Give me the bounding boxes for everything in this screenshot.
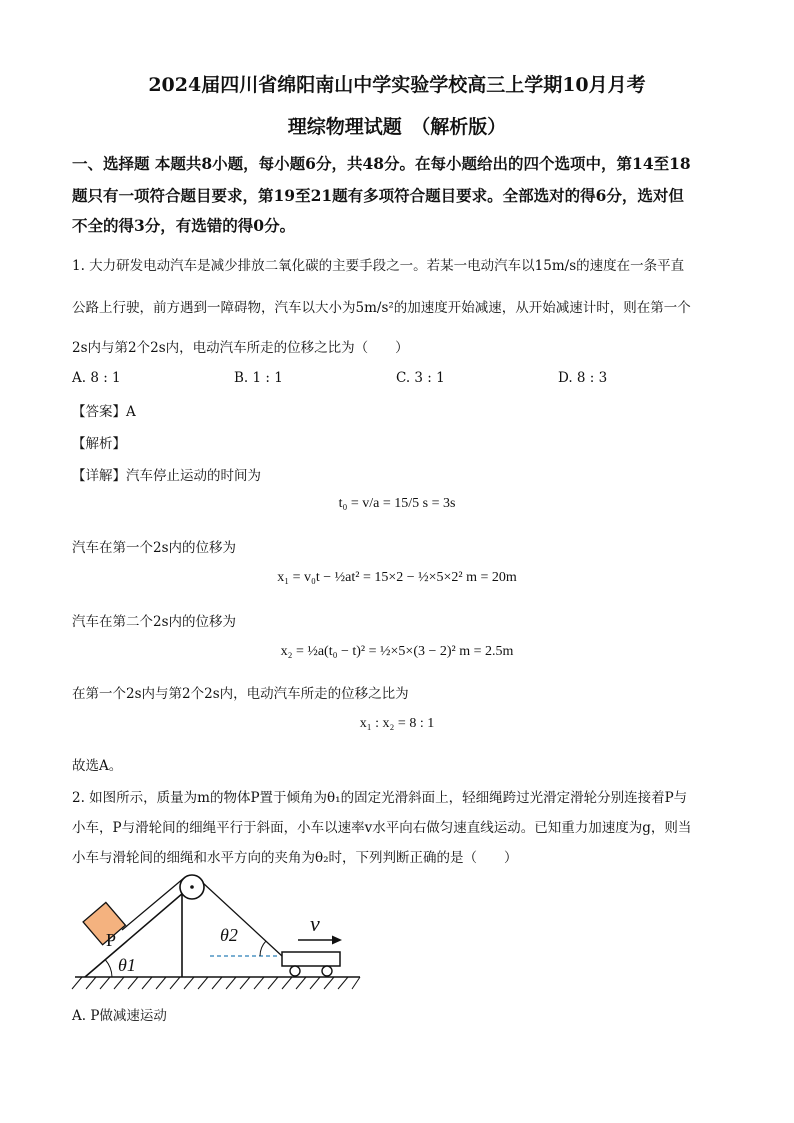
cart-wheel-right	[322, 966, 332, 976]
section-instructions-line-2: 题只有一项符合题目要求，第19至21题有多项符合题目要求。全部选对的得6分，选对但	[72, 186, 684, 205]
question-1-text-ratio: 在第一个2s内与第2个2s内，电动汽车所走的位移之比为	[72, 686, 409, 702]
equation-stop-time: t₀ = v/a = 15/5 s = 3s	[338, 496, 456, 511]
equation-ratio: x₁ : x₂ = 8 : 1	[359, 716, 435, 731]
pulley-axle	[190, 885, 194, 889]
velocity-arrow-head	[332, 936, 342, 945]
document-title: 2024届四川省绵阳南山中学实验学校高三上学期10月月考	[148, 74, 646, 96]
question-1-conclusion: 故选A。	[72, 758, 123, 774]
rope-to-cart	[203, 883, 282, 956]
question-1-option-d: D. 8 : 3	[558, 370, 608, 386]
angle-theta1-label: θ1	[118, 955, 136, 975]
angle-theta2-label: θ2	[220, 925, 238, 945]
angle-theta2-arc	[260, 941, 266, 956]
section-instructions-line-3: 不全的得3分，有选错的得0分。	[72, 216, 296, 235]
incline-pulley-cart-figure	[70, 865, 370, 995]
angle-theta1-arc	[106, 960, 113, 977]
equation-displacement-x1: x₁ = v₀t − ½at² = 15×2 − ½×5×2² m = 20m	[277, 570, 517, 585]
block-p-label: P	[106, 930, 117, 950]
rope-to-block	[122, 878, 184, 930]
question-1-text-first-interval: 汽车在第一个2s内的位移为	[72, 540, 237, 556]
document-subtitle: 理综物理试题 （解析版）	[287, 116, 507, 138]
question-1-stem-line-1: 1. 大力研发电动汽车是减少排放二氧化碳的主要手段之一。若某一电动汽车以15m/s的速度在一条平直	[72, 258, 685, 274]
ground-hatching	[72, 977, 360, 989]
question-2-stem-line-1: 2. 如图所示，质量为m的物体P置于倾角为θ₁的固定光滑斜面上，轻细绳跨过光滑定滑轮分别连接着P与	[72, 790, 688, 806]
question-1-option-b: B. 1 : 1	[234, 370, 283, 386]
velocity-label: v	[310, 911, 320, 936]
question-1-analysis-label: 【解析】	[72, 436, 126, 452]
question-1-text-second-interval: 汽车在第二个2s内的位移为	[72, 614, 237, 630]
question-2-option-a: A. P做减速运动	[72, 1008, 167, 1024]
question-1-answer: 【答案】A	[72, 404, 136, 420]
question-1-detail: 【详解】汽车停止运动的时间为	[72, 468, 261, 484]
section-instructions-line-1: 一、选择题 本题共8小题，每小题6分，共48分。在每小题给出的四个选项中，第14至18	[72, 154, 691, 173]
question-1-stem-line-2: 公路上行驶，前方遇到一障碍物，汽车以大小为5m/s²的加速度开始减速，从开始减速计时，则在第一个	[72, 300, 691, 316]
equation-displacement-x2: x₂ = ½a(t₀ − t)² = ½×5×(3 − 2)² m = 2.5m	[280, 644, 514, 659]
cart-body	[282, 952, 340, 966]
cart-wheel-left	[290, 966, 300, 976]
question-1-option-c: C. 3 : 1	[396, 370, 445, 386]
question-2-stem-line-3: 小车与滑轮间的细绳和水平方向的夹角为θ₂时，下列判断正确的是（ ）	[72, 850, 518, 866]
block-p	[83, 902, 125, 944]
question-1-option-a: A. 8 : 1	[72, 370, 121, 386]
question-2-stem-line-2: 小车，P与滑轮间的细绳平行于斜面，小车以速率v水平向右做匀速直线运动。已知重力加速度为g，则当	[72, 820, 692, 836]
question-1-stem-line-3: 2s内与第2个2s内，电动汽车所走的位移之比为（ ）	[72, 340, 409, 356]
